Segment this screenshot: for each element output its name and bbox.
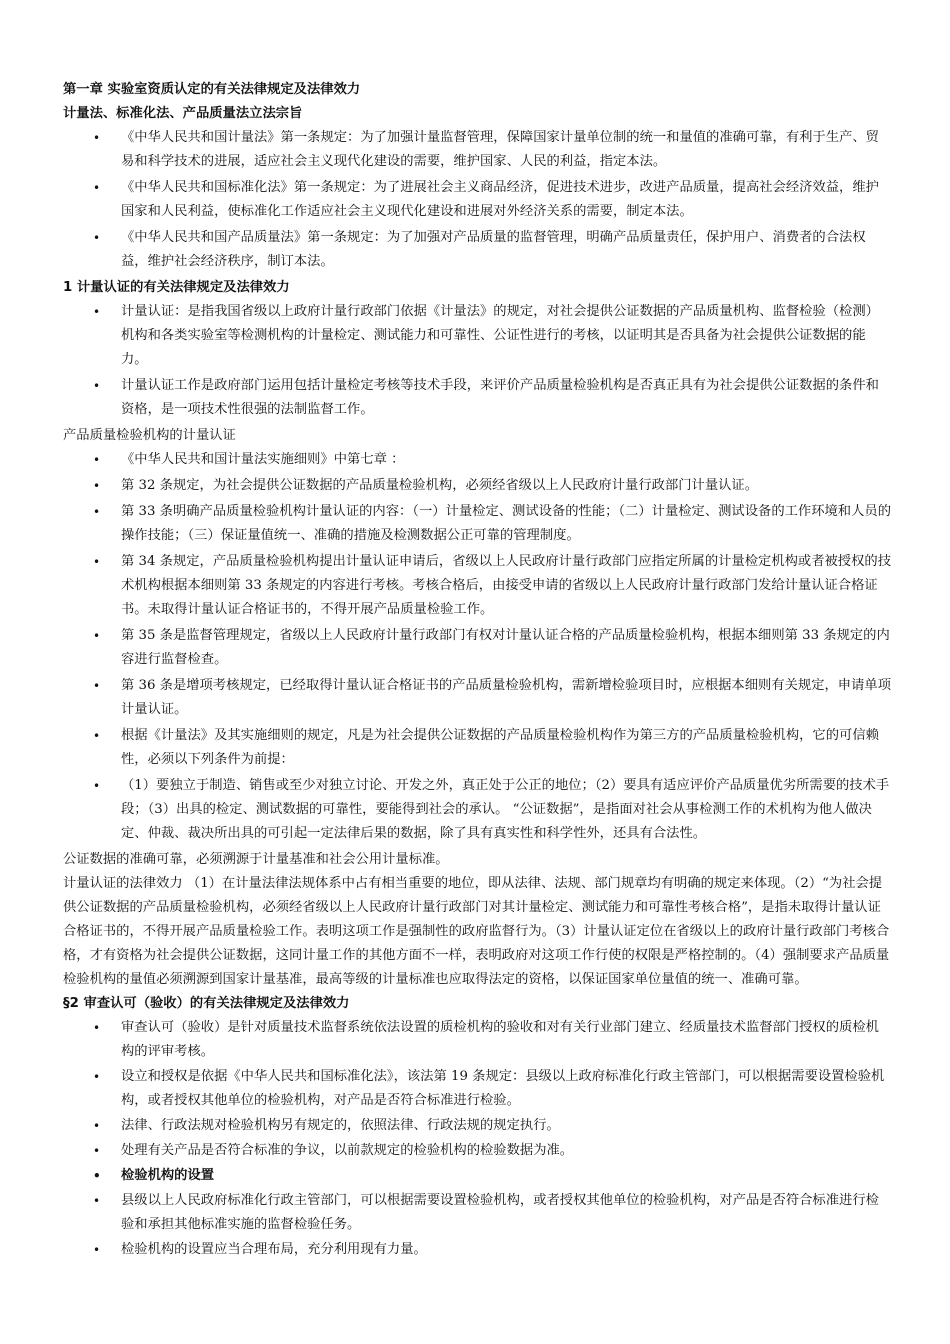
- bullet-icon: •: [93, 555, 101, 569]
- list-item-text: （1）要独立于制造、销售或至少对独立讨论、开发之外，真正处于公正的地位；（2）要具有适应评价产品质量优劣所需要的技术手段；（3）出具的检定、测试数据的可靠性，要能得到社会的承认。 “公证数据”，是指面对社会从事检测工作的术机构为他人做决定、仲裁、裁决所出具的可引起一定法律后果的数据，除了具有真实性和科学性外，还具有合法性。: [121, 778, 890, 841]
- list-item-heading: [63, 1164, 892, 1188]
- list-item-text: 《中华人民共和国计量法实施细则》中第七章 ：: [121, 452, 405, 467]
- list-item-text: 计量认证：是指我国省级以上政府计量行政部门依据《计量法》的规定，对社会提供公证数据的产品质量机构、监督检验（检测）机构和各类实验室等检测机构的计量检定、测试能力和可靠性、公证性进行的考核，以证明其是否具备为社会提供公证数据的能力。: [121, 304, 879, 367]
- bullet-icon: •: [93, 453, 101, 467]
- list-item: [63, 674, 892, 722]
- section-1-list: [63, 300, 892, 422]
- bullet-icon: •: [93, 1070, 101, 1084]
- subsection-list: [63, 448, 892, 846]
- list-item: [63, 1238, 892, 1262]
- bullet-icon: •: [93, 1243, 101, 1257]
- bullet-icon: •: [93, 379, 101, 393]
- list-item: [63, 374, 892, 422]
- list-item: [63, 226, 892, 274]
- list-item-text: 检验机构的设置: [121, 1168, 215, 1183]
- bullet-icon: •: [93, 729, 101, 743]
- bullet-icon: •: [93, 479, 101, 493]
- list-item-text: 第 35 条是监督管理规定，省级以上人民政府计量行政部门有权对计量认证合格的产品质量检验机构，根据本细则第 33 条规定的内容进行监督检查。: [121, 628, 890, 667]
- list-item-text: 计量认证工作是政府部门运用包括计量检定考核等技术手段，来评价产品质量检验机构是否真正具有为社会提供公证数据的条件和资格，是一项技术性很强的法制监督工作。: [121, 378, 879, 417]
- list-item-text: 法律、行政法规对检验机构另有规定的，依照法律、行政法规的规定执行。: [121, 1118, 560, 1133]
- list-item: [63, 1189, 892, 1237]
- list-item: [63, 300, 892, 372]
- bullet-icon: •: [93, 1144, 101, 1158]
- paragraph: 计量认证的法律效力 （1）在计量法律法规体系中占有相当重要的地位，即从法律、法规、部门规章均有明确的规定来体现。（2）“为社会提供公证数据的产品质量检验机构，必须经省级以上人民政府计量行政部门对其计量检定、测试能力和可靠性考核合格”，是指未取得计量认证合格证书的，不得开展产品质量检验工作。表明这项工作是强制性的政府监督行为。（3）计量认证定位在省级以上的政府计量行政部门考核合格，才有资格为社会提供公证数据，这同计量工作的其他方面不一样，表明政府对这项工作行使的权限是严格控制的。（4）强制要求产品质量检验机构的量值必须溯源到国家计量基准，最高等级的计量标准也应取得法定的资格，以保证国家单位量值的统一、准确可靠。: [63, 876, 890, 987]
- bullet-icon: •: [93, 779, 101, 793]
- list-item: [63, 774, 892, 846]
- bullet-icon: •: [93, 305, 101, 319]
- section-2-list: [63, 1016, 892, 1262]
- list-item-text: 第 36 条是增项考核规定，已经取得计量认证合格证书的产品质量检验机构，需新增检验项目时，应根据本细则有关规定，申请单项计量认证。: [121, 678, 891, 717]
- bullet-icon: •: [93, 629, 101, 643]
- list-item-text: 《中华人民共和国标准化法》第一条规定：为了进展社会主义商品经济，促进技术进步，改进产品质量，提高社会经济效益，维护国家和人民利益，使标准化工作适应社会主义现代化建设和进展对外经济关系的需要，制定本法。: [121, 180, 879, 219]
- section-2-title: §2 审查认可（验收）的有关法律规定及法律效力: [63, 996, 350, 1011]
- list-item: [63, 448, 892, 472]
- list-item: [63, 624, 892, 672]
- list-item-text: 处理有关产品是否符合标准的争议，以前款规定的检验机构的检验数据为准。: [121, 1143, 574, 1158]
- bullet-icon: •: [93, 231, 101, 245]
- list-item: [63, 550, 892, 622]
- bullet-icon: •: [93, 181, 101, 195]
- section-a-title: 计量法、标准化法、产品质量法立法宗旨: [63, 106, 303, 121]
- list-item: [63, 724, 892, 772]
- chapter-title: 第一章 实验室资质认定的有关法律规定及法律效力: [63, 82, 361, 97]
- list-item-text: 《中华人民共和国产品质量法》第一条规定：为了加强对产品质量的监督管理，明确产品质量责任，保护用户、消费者的合法权益，维护社会经济秩序，制订本法。: [121, 230, 866, 269]
- bullet-icon: •: [93, 1021, 101, 1035]
- list-item: [63, 500, 892, 548]
- list-item-text: 《中华人民共和国计量法》第一条规定：为了加强计量监督管理，保障国家计量单位制的统一和量值的准确可靠，有利于生产、贸易和科学技术的进展，适应社会主义现代化建设的需要，维护国家、人民的利益，指定本法。: [121, 130, 879, 169]
- list-item-text: 第 33 条明确产品质量检验机构计量认证的内容：（一）计量检定、测试设备的性能；（二）计量检定、测试设备的工作环境和人员的操作技能；（三）保证量值统一、准确的措施及检测数据公正可靠的管理制度。: [121, 504, 891, 543]
- list-item: [63, 1016, 892, 1064]
- list-item-text: 根据《计量法》及其实施细则的规定，凡是为社会提供公证数据的产品质量检验机构作为第三方的产品质量检验机构，它的可信赖性，必须以下列条件为前提：: [121, 728, 879, 767]
- section-a-list: [63, 126, 892, 274]
- list-item-text: 审查认可（验收）是针对质量技术监督系统依法设置的质检机构的验收和对有关行业部门建立、经质量技术监督部门授权的质检机构的评审考核。: [121, 1020, 879, 1059]
- list-item: [63, 1139, 892, 1163]
- list-item-text: 县级以上人民政府标准化行政主管部门，可以根据需要设置检验机构，或者授权其他单位的检验机构，对产品是否符合标准进行检验和承担其他标准实施的监督检验任务。: [121, 1193, 879, 1232]
- list-item-text: 检验机构的设置应当合理布局，充分利用现有力量。: [121, 1242, 427, 1257]
- bullet-icon: •: [93, 1194, 101, 1208]
- list-item: [63, 1065, 892, 1113]
- bullet-icon: •: [93, 1119, 101, 1133]
- bullet-icon: •: [93, 505, 101, 519]
- list-item: [63, 126, 892, 174]
- list-item: [63, 1114, 892, 1138]
- list-item-text: 第 32 条规定，为社会提供公证数据的产品质量检验机构，必须经省级以上人民政府计量行政部门计量认证。: [121, 478, 759, 493]
- list-item-text: 设立和授权是依据《中华人民共和国标准化法》，该法第 19 条规定：县级以上政府标准化行政主管部门，可以根据需要设置检验机构，或者授权其他单位的检验机构，对产品是否符合标准进行检验。: [121, 1069, 885, 1108]
- list-item: [63, 176, 892, 224]
- list-item-text: 第 34 条规定，产品质量检验机构提出计量认证申请后，省级以上人民政府计量行政部门应指定所属的计量检定机构或者被授权的技术机构根据本细则第 33 条规定的内容进行考核。考核合格后，由接受申请的省级以上人民政府计量行政部门发给计量认证合格证书。未取得计量认证合格证书的，不得开展产品质量检验工作。: [121, 554, 891, 617]
- bullet-icon: •: [93, 1169, 101, 1183]
- bullet-icon: •: [93, 131, 101, 145]
- list-item: [63, 474, 892, 498]
- subsection-title: 产品质量检验机构的计量认证: [63, 428, 236, 443]
- bullet-icon: •: [93, 679, 101, 693]
- paragraph: 公证数据的准确可靠，必须溯源于计量基准和社会公用计量标准。: [63, 852, 449, 867]
- section-1-title: 1 计量认证的有关法律规定及法律效力: [63, 280, 290, 295]
